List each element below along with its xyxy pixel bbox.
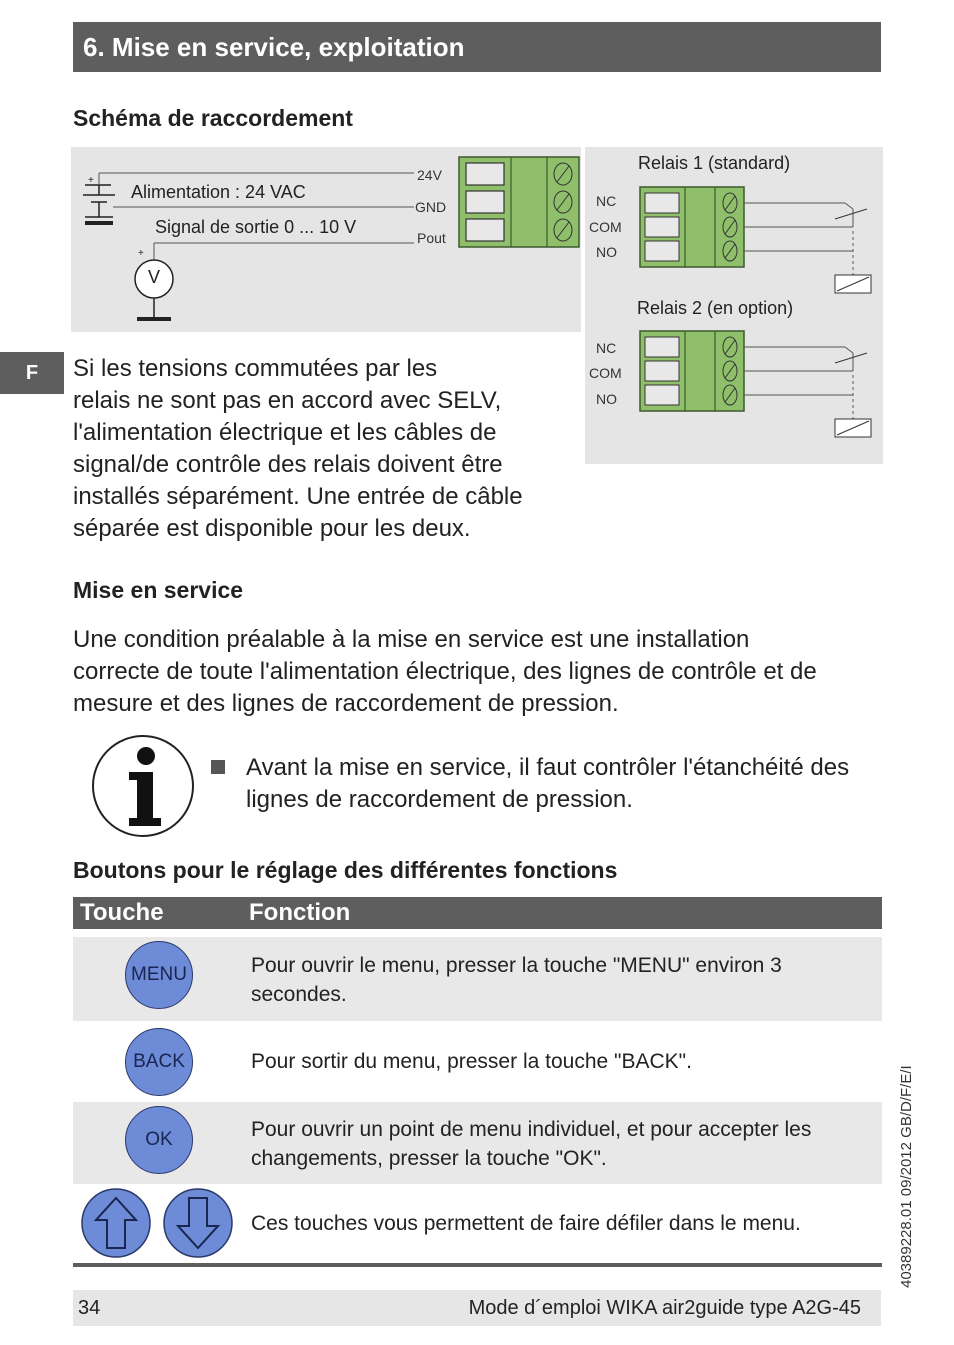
pressure-check-note (246, 752, 886, 816)
relay1-title: Relais 1 (standard) (638, 153, 791, 173)
column-header-function: Fonction (249, 899, 351, 926)
paragraph-line: relais ne sont pas en accord avec SELV, (73, 387, 502, 414)
signal-label: Signal de sortie 0 ... 10 V (155, 217, 357, 237)
desc-line: changements, presser la touche "OK". (251, 1147, 607, 1170)
power-wiring-svg (71, 147, 581, 332)
terminal-24v-label: 24V (417, 167, 442, 183)
terminal-gnd-label: GND (415, 199, 447, 215)
table-row (73, 937, 882, 1021)
paragraph-line: installés séparément. Une entrée de câble (73, 483, 523, 510)
desc-line: secondes. (251, 983, 347, 1006)
buttons-heading: Boutons pour le réglage des différentes fonctions (73, 857, 618, 883)
arrow-down-button[interactable] (163, 1188, 233, 1258)
schema-heading: Schéma de raccordement (73, 105, 353, 131)
svg-text:+: + (88, 175, 94, 186)
paragraph-line: séparée est disponible pour les deux. (73, 515, 471, 542)
selv-warning-paragraph (73, 353, 573, 545)
arrow-down-icon (163, 1188, 233, 1258)
commissioning-heading: Mise en service (73, 577, 244, 603)
table-row (73, 1184, 882, 1262)
relay2-no-label: NO (596, 391, 617, 407)
terminal-pout-label: Pout (417, 230, 446, 246)
note-line: Avant la mise en service, il faut contrôler l'étanchéité des (246, 754, 850, 781)
back-button[interactable]: BACK (125, 1028, 193, 1096)
commissioning-paragraph (73, 624, 883, 720)
power-label: Alimentation : 24 VAC (131, 182, 306, 202)
desc-line: Ces touches vous permettent de faire défiler dans le menu. (251, 1212, 801, 1235)
document-code-vertical (878, 1050, 938, 1290)
power-wiring-diagram (71, 147, 581, 332)
ok-button[interactable]: OK (125, 1106, 193, 1174)
relay2-nc-label: NC (596, 340, 617, 356)
relay2-com-label: COM (589, 365, 622, 381)
paragraph-line: l'alimentation électrique et les câbles de (73, 419, 497, 446)
desc-line: Pour sortir du menu, presser la touche "BACK". (251, 1050, 692, 1073)
page-number: 34 (78, 1297, 101, 1319)
paragraph-line: mesure et des lignes de raccordement de pression. (73, 690, 619, 717)
buttons-table-header (73, 897, 882, 929)
function-description (251, 1115, 862, 1173)
desc-line: Pour ouvrir un point de menu individuel, et pour accepter les (251, 1118, 812, 1141)
info-icon (91, 734, 195, 838)
table-row (73, 1102, 882, 1184)
function-description (251, 1047, 862, 1076)
column-header-key: Touche (80, 899, 164, 926)
relay2-title: Relais 2 (en option) (637, 298, 794, 318)
language-tab: F (0, 352, 64, 394)
function-description (251, 1209, 862, 1238)
relay1-no-label: NO (596, 244, 617, 260)
bullet-square-icon (211, 760, 225, 774)
table-bottom-rule (73, 1263, 882, 1267)
function-description (251, 951, 862, 1009)
key-cell (73, 937, 241, 1021)
relay1-nc-label: NC (596, 193, 617, 209)
arrow-up-button[interactable] (81, 1188, 151, 1258)
paragraph-line: signal/de contrôle des relais doivent être (73, 451, 503, 478)
svg-text:+: + (138, 248, 144, 259)
section-title: 6. Mise en service, exploitation (73, 22, 881, 72)
note-line: lignes de raccordement de pression. (246, 786, 633, 813)
paragraph-line: Une condition préalable à la mise en service est une installation (73, 626, 750, 653)
document-title: Mode d´emploi WIKA air2guide type A2G-45 (468, 1297, 861, 1319)
paragraph-line: correcte de toute l'alimentation électrique, des lignes de contrôle et de (73, 658, 817, 685)
voltmeter-symbol: V (147, 267, 160, 287)
desc-line: Pour ouvrir le menu, presser la touche "MENU" environ 3 (251, 954, 782, 977)
document-code-text: 40389228.01 09/2012 GB/D/F/E/I (898, 1065, 915, 1288)
table-row (73, 1021, 882, 1101)
page-footer (73, 1290, 881, 1326)
menu-button[interactable]: MENU (125, 941, 193, 1009)
paragraph-line: Si les tensions commutées par les (73, 355, 438, 382)
arrow-up-icon (81, 1188, 151, 1258)
relay1-com-label: COM (589, 219, 622, 235)
relay-wiring-diagram (585, 147, 883, 464)
